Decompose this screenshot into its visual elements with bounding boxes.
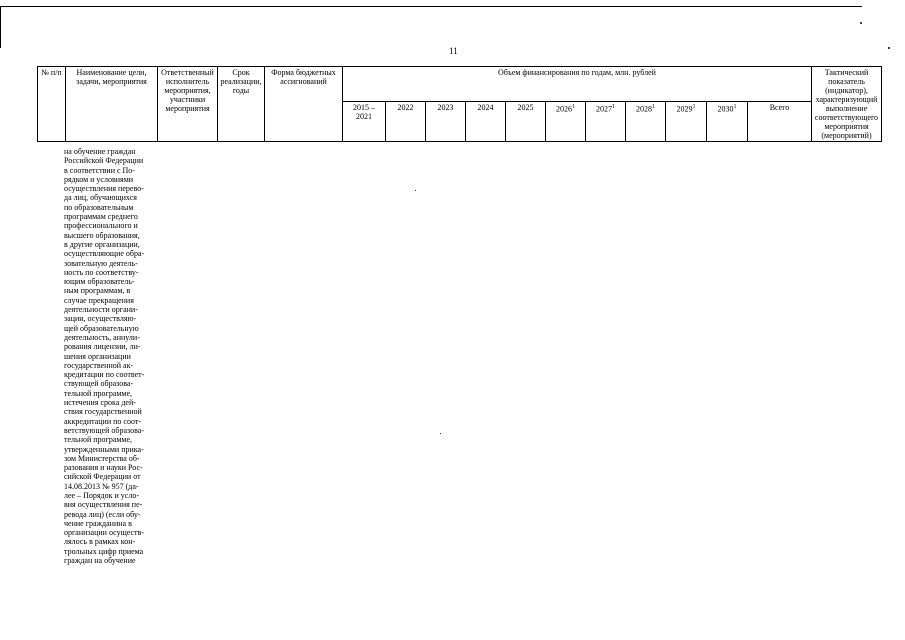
text-line: ствия государственной: [64, 407, 142, 417]
text-line: вия осуществления пе-: [64, 500, 143, 510]
text-line: тельной программе,: [64, 435, 133, 445]
header-num: № п/п: [38, 67, 66, 142]
text-line: зации, осуществляю-: [64, 314, 137, 324]
text-line: ствующей образова-: [64, 379, 134, 389]
text-line: профессионального и: [64, 221, 138, 231]
text-line: государственной ак-: [64, 360, 134, 370]
text-line: аккредитации по соот-: [64, 416, 141, 426]
year-label: 2023: [437, 103, 454, 113]
footnote-marker: 1: [572, 104, 575, 111]
text-line: случае прекращения: [64, 295, 134, 305]
text-line: разования и науки Рос-: [64, 463, 143, 473]
year-header-8: [666, 102, 707, 142]
year-header-0: [343, 102, 386, 142]
text-line: ревода лиц) (если обу-: [64, 509, 141, 519]
text-line: щей образовательную: [64, 323, 139, 333]
footnote-marker: 1: [652, 104, 655, 111]
text-line: организации осуществ-: [64, 528, 144, 538]
text-line: программам среднего: [64, 212, 138, 222]
text-line: зом Министерства об-: [64, 453, 140, 463]
text-line: осуществляющие обра-: [64, 249, 145, 259]
text-line: ность по соответству-: [64, 267, 139, 277]
year-label: 2026: [556, 105, 572, 115]
text-line: тельной программе,: [64, 388, 133, 398]
header-responsible: Ответственный исполнитель мероприятия, участники мероприятия: [158, 67, 218, 142]
footnote-marker: 1: [692, 104, 696, 111]
funding-table: [37, 66, 882, 142]
year-label: 2015 – 2021: [353, 103, 375, 122]
year-label: 2022: [397, 103, 414, 113]
text-line: рядком и условиями: [64, 174, 134, 184]
footnote-marker: 1: [612, 104, 615, 111]
text-line: сийской Федерации от: [64, 472, 141, 482]
text-line: истечения срока дей-: [64, 398, 136, 408]
text-line: Российской Федерации: [64, 156, 144, 166]
scan-speck: [888, 47, 890, 49]
year-label: Всего: [769, 103, 790, 113]
text-line: да лиц, обучающихся: [64, 193, 137, 203]
text-line: кредитации по соответ-: [64, 370, 145, 380]
text-line: 14.08.2013 № 957 (да-: [64, 481, 139, 491]
text-line: трольных цифр приема: [64, 546, 144, 556]
year-label: 2025: [517, 103, 534, 113]
year-header-6: [586, 102, 626, 142]
year-label: 2024: [477, 103, 494, 113]
text-line: лее – Порядок и усло-: [64, 490, 139, 500]
scan-speck: [860, 22, 862, 24]
text-line: зовательную деятель-: [64, 258, 138, 268]
text-line: в соответствии с По-: [64, 165, 135, 175]
text-line: граждан на обучение: [64, 556, 136, 566]
year-header-3: [466, 102, 506, 142]
text-line: утвержденными прика-: [64, 444, 144, 454]
year-header-9: [707, 102, 748, 142]
year-header-1: [386, 102, 426, 142]
text-line: чение гражданина в: [64, 518, 132, 528]
scan-border-left: [0, 6, 1, 48]
text-line: в другие организации,: [64, 239, 140, 249]
measure-description: [64, 147, 164, 565]
scan-speck: [440, 433, 441, 434]
header-indicator: Тактический показатель (индикатор), характеризующий выполнение соответствующего мероприятия (мероприятий): [812, 67, 882, 142]
text-line: ющим образователь-: [64, 277, 135, 287]
text-line: рования лицензии, ли-: [64, 342, 141, 352]
year-label: 2029: [676, 105, 693, 115]
year-header-4: [506, 102, 546, 142]
text-line: ным программам, в: [64, 286, 131, 296]
text-line: деятельность, аннули-: [64, 332, 140, 342]
header-term: Срок реализации, годы: [218, 67, 265, 142]
year-label: 2028: [636, 105, 652, 115]
year-header-7: [626, 102, 666, 142]
footnote-marker: 1: [733, 104, 737, 111]
text-line: на обучение граждан: [64, 147, 136, 156]
text-line: по образовательным: [64, 202, 134, 212]
header-budget-form: Форма бюджетных ассигнований: [265, 67, 343, 142]
text-line: лялось в рамках кон-: [64, 537, 136, 547]
text-line: ветствующей образова-: [64, 425, 145, 435]
year-header-10: [748, 102, 812, 142]
year-header-5: [546, 102, 586, 142]
header-funding: Объем финансирования по годам, млн. рублей: [343, 67, 812, 102]
text-line: осуществления перево-: [64, 184, 144, 194]
header-name: Наименование цели, задачи, мероприятия: [66, 67, 158, 142]
year-header-2: [426, 102, 466, 142]
year-label: 2030: [717, 105, 734, 115]
page-number: 11: [449, 46, 458, 56]
text-line: шения организации: [64, 351, 131, 361]
scan-border-top: [0, 6, 862, 7]
text-line: деятельности органи-: [64, 305, 138, 315]
year-label: 2027: [596, 105, 612, 115]
scan-speck: [415, 190, 416, 191]
text-line: высшего образования,: [64, 230, 140, 240]
